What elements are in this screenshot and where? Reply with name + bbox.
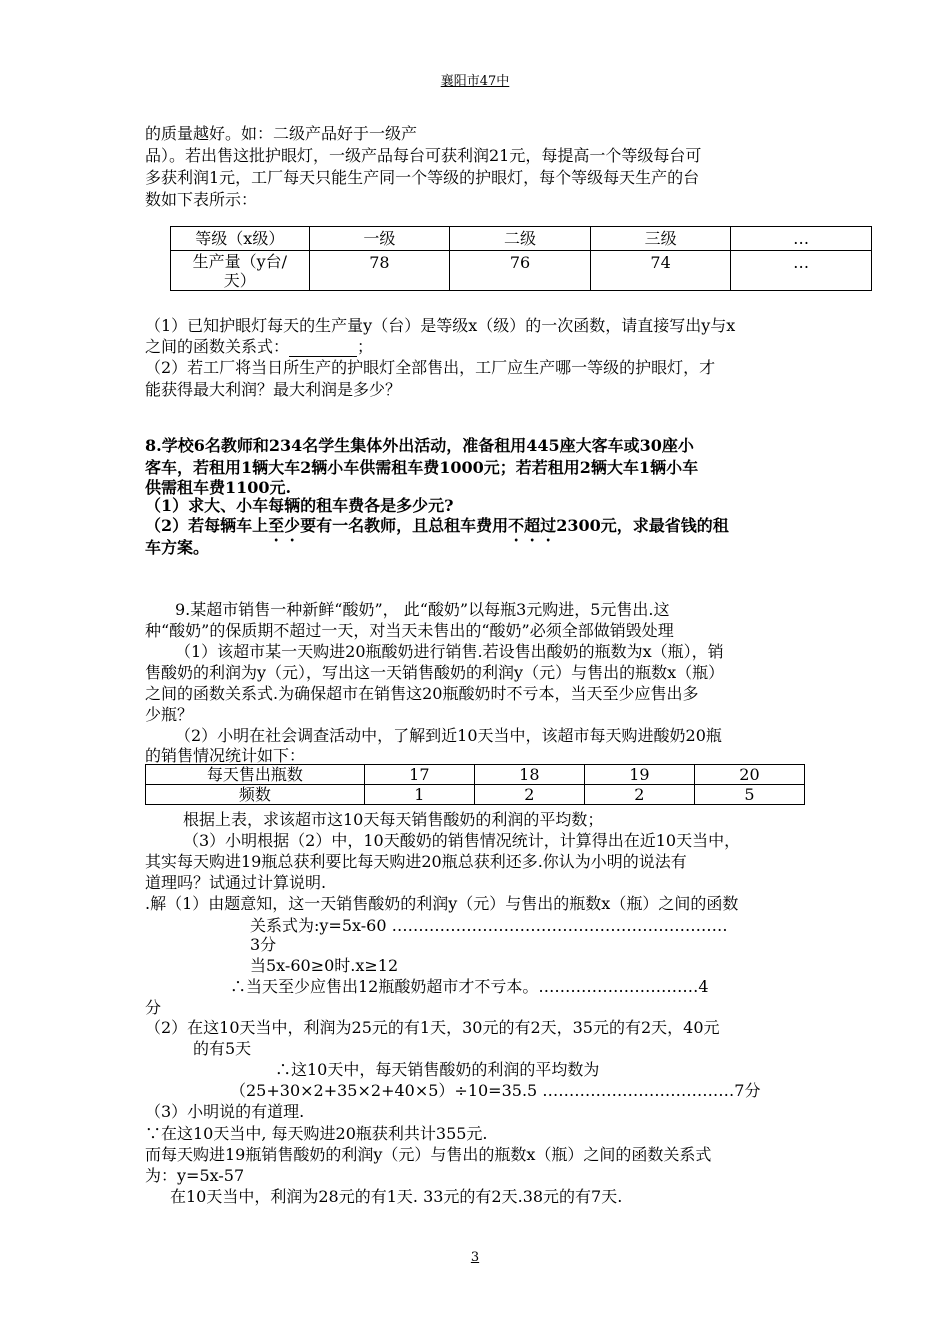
intro-line: 品）。若出售这批护眼灯，一级产品每台可获利润21元，每提高一个等级每台可 [145,146,702,165]
q9-line: 的销售情况统计如下： [145,746,306,765]
level-production-table [170,226,872,291]
page-header: 襄阳市47中 [440,74,510,89]
intro-line: 的质量越好。如：二级产品好于一级产 [145,124,418,143]
table-cell: 每天售出瓶数 [146,765,365,785]
table-cell: 78 [309,251,450,291]
q9-line: 售酸奶的利润为y（元），写出这一天销售酸奶的利润y（元）与售出的瓶数x（瓶） [145,663,725,682]
q9-line: （2）小明在社会调查活动中，了解到近10天当中，该超市每天购进酸奶20瓶 [175,726,722,745]
q7-part1-line [145,337,373,357]
row-label-part: 生产量（y台/ [192,251,288,271]
q9b-line: （3）小明根据（2）中，10天酸奶的销售情况统计，计算得出在近10天当中， [183,831,741,850]
table-cell: 5 [694,785,804,805]
table-cell: … [731,251,872,291]
q7-part1-text: 之间的函数关系式： [145,337,290,356]
page-number: 3 [470,1250,480,1265]
table-cell: 20 [694,765,804,785]
intro-line: 数如下表所示： [145,190,258,209]
solution-line: （3）小明说的有道理. [145,1102,305,1121]
solution-line: （25+30×2+35×2+40×5）÷10=35.5 ………………………………7分 [230,1081,761,1100]
intro-line: 多获利润1元，工厂每天只能生产同一个等级的护眼灯，每个等级每天生产的台 [145,168,700,187]
solution-line: .解（1）由题意知，这一天销售酸奶的利润y（元）与售出的瓶数x（瓶）之间的函数 [145,894,739,913]
solution-line: 分 [145,998,162,1017]
q8-line: 供需租车费1100元. [145,478,292,497]
q8-text: 2300元，求最省钱的租 [556,516,729,535]
q9-line: 之间的函数关系式.为确保超市在销售这20瓶酸奶时不亏本，当天至少应售出多 [145,684,699,703]
q7-part2-line: （2）若工厂将当日所生产的护眼灯全部售出，工厂应生产哪一等级的护眼灯，才 [145,358,716,377]
table-cell: 2 [474,785,584,805]
table-cell: 19 [584,765,694,785]
table-cell: 17 [364,765,474,785]
q9-line: 9.某超市销售一种新鲜“酸奶”， 此“酸奶”以每瓶3元购进，5元售出.这 [175,600,670,619]
solution-line: ∴当天至少应售出12瓶酸奶超市才不亏本。…………………………4 [230,977,709,996]
solution-line: 3分 [250,935,277,954]
q9-line: 少瓶？ [145,705,194,724]
q8-line: 客车，若租用1辆大车2辆小车供需租车费1000元；若若租用2辆大车1辆小车 [145,458,699,477]
solution-line: ∵在这10天当中, 每天购进20瓶获利共计355元. [145,1124,488,1143]
solution-line: 当5x-60≥0时.x≥12 [250,956,399,975]
q8-line: 车方案。 [145,538,210,557]
table-cell [171,251,310,291]
q8-line: 8.学校6名教师和234名学生集体外出活动，准备租用445座大客车或30座小 [145,436,694,455]
q8-emphasis: 至少 [268,516,301,535]
solution-line: 而每天购进19瓶销售酸奶的利润y（元）与售出的瓶数x（瓶）之间的函数关系式 [145,1145,712,1164]
table-cell: … [731,227,872,251]
table-cell: 频数 [146,785,365,805]
q9b-line: 其实每天购进19瓶总获利要比每天购进20瓶总获利还多.你认为小明的说法有 [145,852,687,871]
q8-line: （1）求大、小车每辆的租车费各是多少元? [145,496,454,515]
table-cell: 1 [364,785,474,805]
q7-part1-line: （1）已知护眼灯每天的生产量y（台）是等级x（级）的一次函数，请直接写出y与x [145,316,736,335]
q9b-line: 道理吗？试通过计算说明. [145,873,327,892]
table-cell: 三级 [590,227,731,251]
q7-part2-line: 能获得最大利润？最大利润是多少？ [145,380,402,399]
solution-line: 在10天当中，利润为28元的有1天. 33元的有2天.38元的有7天. [170,1187,623,1206]
solution-line: 为：y=5x-57 [145,1166,245,1185]
table-cell: 等级（x级） [171,227,310,251]
table-cell: 一级 [309,227,450,251]
q8-line [145,516,729,545]
solution-line: （2）在这10天当中，利润为25元的有1天，30元的有2天，35元的有2天，40元 [145,1018,720,1037]
q8-text: （2）若每辆车上 [145,516,269,535]
row-label-part: 天） [223,270,256,290]
q9-line: 种“酸奶”的保质期不超过一天，对当天未售出的“酸奶”必须全部做销毁处理 [145,621,674,640]
q8-text: 要有一名教师，且总租车费用 [300,516,509,535]
table-cell: 2 [584,785,694,805]
table-cell: 18 [474,765,584,785]
solution-line: 的有5天 [193,1039,252,1058]
q9-line: （1）该超市某一天购进20瓶酸奶进行销售.若设售出酸奶的瓶数为x（瓶），销 [175,642,724,661]
q7-part1-end: ； [357,337,374,356]
q8-emphasis: 不超过 [508,516,557,535]
q9b-line: 根据上表，求该超市这10天每天销售酸奶的利润的平均数； [183,810,604,829]
solution-line: ∴这10天中，每天销售酸奶的利润的平均数为 [275,1060,600,1079]
sales-frequency-table [145,764,805,805]
answer-blank [289,342,357,357]
table-cell: 74 [590,251,731,291]
solution-line: 关系式为:y=5x-60 ……………………………………………………… [250,916,728,935]
table-cell: 二级 [450,227,591,251]
table-cell: 76 [450,251,591,291]
